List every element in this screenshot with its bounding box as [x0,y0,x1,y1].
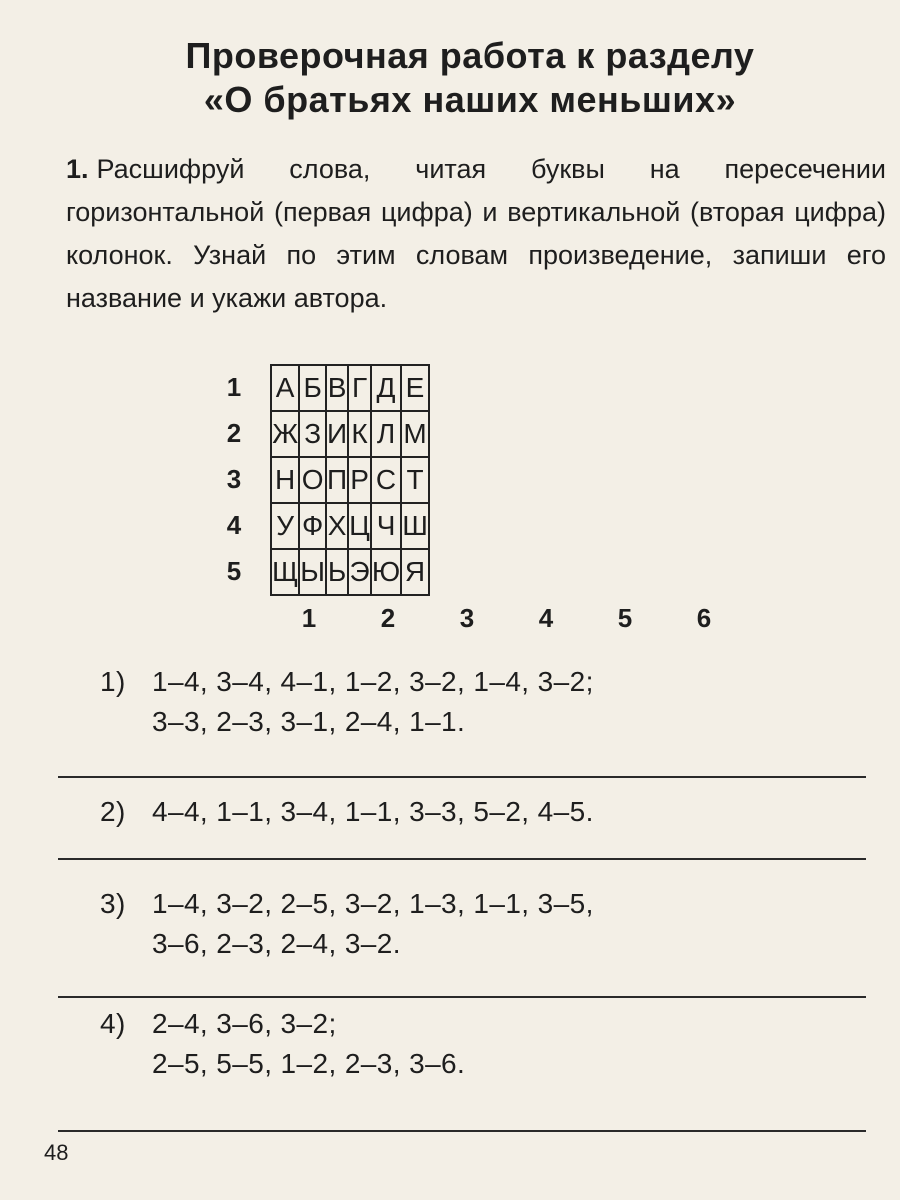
letter-cell: Щ [271,549,299,595]
task-instructions [66,148,886,320]
exercise-number: 4) [100,1008,126,1039]
letter-cell: Ф [299,503,326,549]
table-row [271,549,429,595]
letter-cell: Д [371,365,401,411]
exercise-number: 1) [100,666,126,697]
answer-line[interactable] [58,1130,866,1132]
letter-cell: Х [326,503,348,549]
exercise-item [100,884,880,964]
answer-line[interactable] [58,776,866,778]
letter-cell: И [326,411,348,457]
letter-table [270,364,430,596]
table-row [271,411,429,457]
title-line-2: «О братьях наших меньших» [203,79,737,120]
letter-cell: З [299,411,326,457]
row-label: 4 [226,510,242,540]
exercise-code-line: 2–4, 3–6, 3–2; [152,1008,337,1039]
column-labels [270,600,742,640]
exercise-code-line: 4–4, 1–1, 3–4, 1–1, 3–3, 5–2, 4–5. [152,796,594,827]
row-label: 2 [226,418,242,448]
table-row [271,457,429,503]
exercise-code-line: 3–3, 2–3, 3–1, 2–4, 1–1. [152,706,466,737]
letter-cell: К [348,411,371,457]
page-number: 48 [44,1140,69,1165]
row-label: 1 [226,372,242,402]
column-label: 4 [538,603,554,633]
letter-cell: О [299,457,326,503]
letter-cell: Ш [401,503,429,549]
letter-cell: Т [401,457,429,503]
exercise-code-line: 3–6, 2–3, 2–4, 3–2. [152,928,401,959]
exercise-item [100,662,880,742]
page-title [40,34,900,122]
letter-cell: С [371,457,401,503]
letter-cell: Е [401,365,429,411]
exercise-item [100,792,880,832]
answer-line[interactable] [58,858,866,860]
column-label: 1 [301,603,317,633]
table-row [271,365,429,411]
column-label: 2 [380,603,396,633]
letter-cell: Ц [348,503,371,549]
letter-cell: Ж [271,411,299,457]
column-label: 6 [696,603,712,633]
letter-cell: Р [348,457,371,503]
letter-cell: Г [348,365,371,411]
exercise-code-line: 2–5, 5–5, 1–2, 2–3, 3–6. [152,1048,466,1079]
column-label: 5 [617,603,633,633]
column-label: 3 [459,603,475,633]
letter-cell: М [401,411,429,457]
exercise-number: 3) [100,888,126,919]
letter-cell: Ы [299,549,326,595]
exercise-code-line: 1–4, 3–4, 4–1, 1–2, 3–2, 1–4, 3–2; [152,666,594,697]
letter-cell: Ь [326,549,348,595]
answer-line[interactable] [58,996,866,998]
letter-cell: П [326,457,348,503]
letter-cell: Ч [371,503,401,549]
letter-cell: Э [348,549,371,595]
title-line-1: Проверочная работа к разделу [185,35,755,76]
letter-cell: Л [371,411,401,457]
letter-cell: Б [299,365,326,411]
task-number: 1. [66,154,89,184]
row-label: 3 [226,464,242,494]
letter-cell: Н [271,457,299,503]
exercise-code-line: 1–4, 3–2, 2–5, 3–2, 1–3, 1–1, 3–5, [152,888,594,919]
letter-cell: Ю [371,549,401,595]
letter-cell: У [271,503,299,549]
exercise-number: 2) [100,796,126,827]
task-text: Расшифруй слова, читая буквы на пересечении горизонтальной (первая цифра) и вертикальной (вторая цифра) колонок. Узнай по этим словам произведение, запиши его название и укажи автора. [66,154,886,313]
table-row [271,503,429,549]
exercise-item [100,1004,880,1084]
row-label: 5 [226,556,242,586]
letter-cell: А [271,365,299,411]
letter-cell: В [326,365,348,411]
letter-cell: Я [401,549,429,595]
